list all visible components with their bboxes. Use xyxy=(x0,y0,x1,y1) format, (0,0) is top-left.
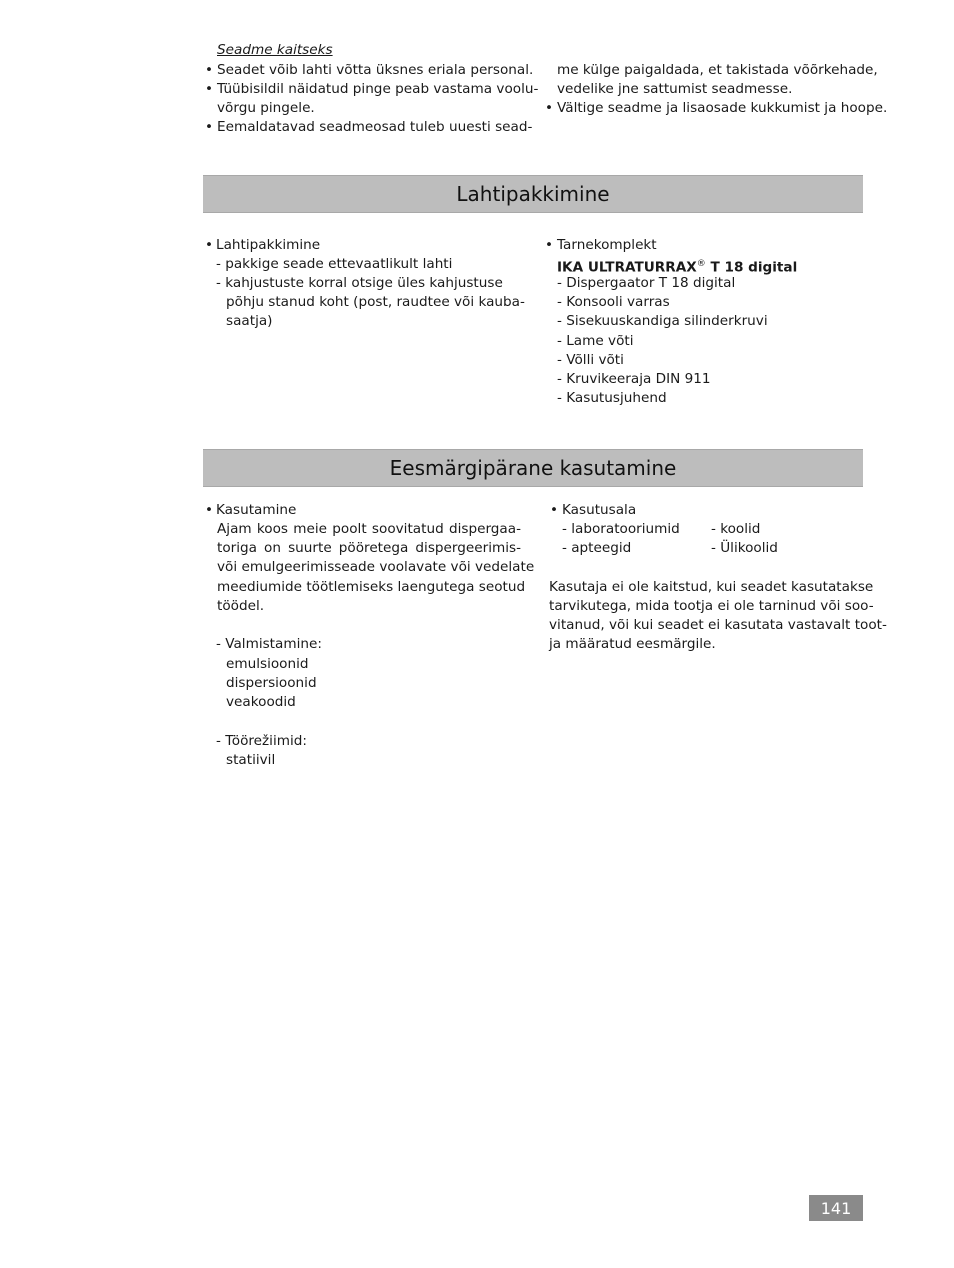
area-item: - Ülikoolid xyxy=(711,540,778,556)
area-item: - laboratooriumid xyxy=(562,521,680,537)
unpacking-label: Lahtipakkimine xyxy=(216,237,321,253)
area-para-line: Kasutaja ei ole kaitstud, kui seadet kasutatakse xyxy=(549,579,874,595)
usage-prep-item: veakoodid xyxy=(226,694,296,710)
product-name: IKA ULTRATURRAX xyxy=(557,259,697,276)
protection-item-3c: vedelike jne sattumist seadmesse. xyxy=(557,81,793,97)
bullet-icon: • xyxy=(205,81,214,97)
delivery-label: Tarnekomplekt xyxy=(557,237,657,253)
protection-item-4: Vältige seadme ja lisaosade kukkumist ja hoope. xyxy=(557,100,888,116)
area-para-line: vitanud, või kui seadet ei kasutata vastavalt toot- xyxy=(549,617,887,633)
usage-para-line: toriga on suurte pööretega dispergeerimis- xyxy=(217,540,521,556)
delivery-item: - Kruvikeeraja DIN 911 xyxy=(557,371,711,387)
section-title-unpacking: Lahtipakkimine xyxy=(203,175,863,213)
delivery-item: - Dispergaator T 18 digital xyxy=(557,275,736,291)
bullet-icon: • xyxy=(545,237,554,253)
area-label: Kasutusala xyxy=(562,502,637,518)
area-item: - apteegid xyxy=(562,540,632,556)
usage-label: Kasutamine xyxy=(216,502,297,518)
usage-mode-item: statiivil xyxy=(226,752,276,768)
delivery-item: - Kasutusjuhend xyxy=(557,390,667,406)
protection-item-3a: Eemaldatavad seadmeosad tuleb uuesti sead- xyxy=(217,119,533,135)
usage-para-line: meediumide töötlemiseks laengutega seotud xyxy=(217,579,526,595)
bullet-icon: • xyxy=(545,100,554,116)
protection-item-3b: me külge paigaldada, et takistada võõrkehade, xyxy=(557,62,878,78)
bullet-icon: • xyxy=(205,502,214,518)
bullet-icon: • xyxy=(205,237,214,253)
bullet-icon: • xyxy=(550,502,559,518)
unpacking-line-3: põhju stanud koht (post, raudtee või kauba- xyxy=(226,294,525,310)
area-para-line: tarvikutega, mida tootja ei ole tarninud või soo- xyxy=(549,598,874,614)
usage-prep-label: - Valmistamine: xyxy=(216,636,322,652)
unpacking-line-2: - kahjustuste korral otsige üles kahjustuse xyxy=(216,275,503,291)
unpacking-line-4: saatja) xyxy=(226,313,273,329)
usage-prep-item: emulsioonid xyxy=(226,656,309,672)
protection-heading: Seadme kaitseks xyxy=(217,42,333,58)
area-para-line: ja määratud eesmärgile. xyxy=(549,636,716,652)
usage-para-line: või emulgeerimisseade voolavate või vedelate xyxy=(217,559,535,575)
usage-prep-item: dispersioonid xyxy=(226,675,317,691)
bullet-icon: • xyxy=(205,62,214,78)
unpacking-line-1: - pakkige seade ettevaatlikult lahti xyxy=(216,256,453,272)
registered-mark: ® xyxy=(696,259,706,269)
section-title-usage: Eesmärgipärane kasutamine xyxy=(203,449,863,487)
area-item: - koolid xyxy=(711,521,761,537)
delivery-item: - Konsooli varras xyxy=(557,294,670,310)
protection-item-1: Seadet võib lahti võtta üksnes eriala personal. xyxy=(217,62,534,78)
page-number: 141 xyxy=(809,1195,863,1221)
bullet-icon: • xyxy=(205,119,214,135)
delivery-item: - Lame võti xyxy=(557,333,634,349)
protection-item-2b: võrgu pingele. xyxy=(217,100,315,116)
delivery-item: - Sisekuuskandiga silinderkruvi xyxy=(557,313,768,329)
delivery-item: - Võlli võti xyxy=(557,352,624,368)
protection-item-2a: Tüübisildil näidatud pinge peab vastama voolu- xyxy=(217,81,539,97)
usage-mode-label: - Töörežiimid: xyxy=(216,733,307,749)
product-model: T 18 digital xyxy=(705,259,798,276)
usage-para-line: Ajam koos meie poolt soovitatud dispergaa- xyxy=(217,521,521,537)
usage-para-line: töödel. xyxy=(217,598,265,614)
